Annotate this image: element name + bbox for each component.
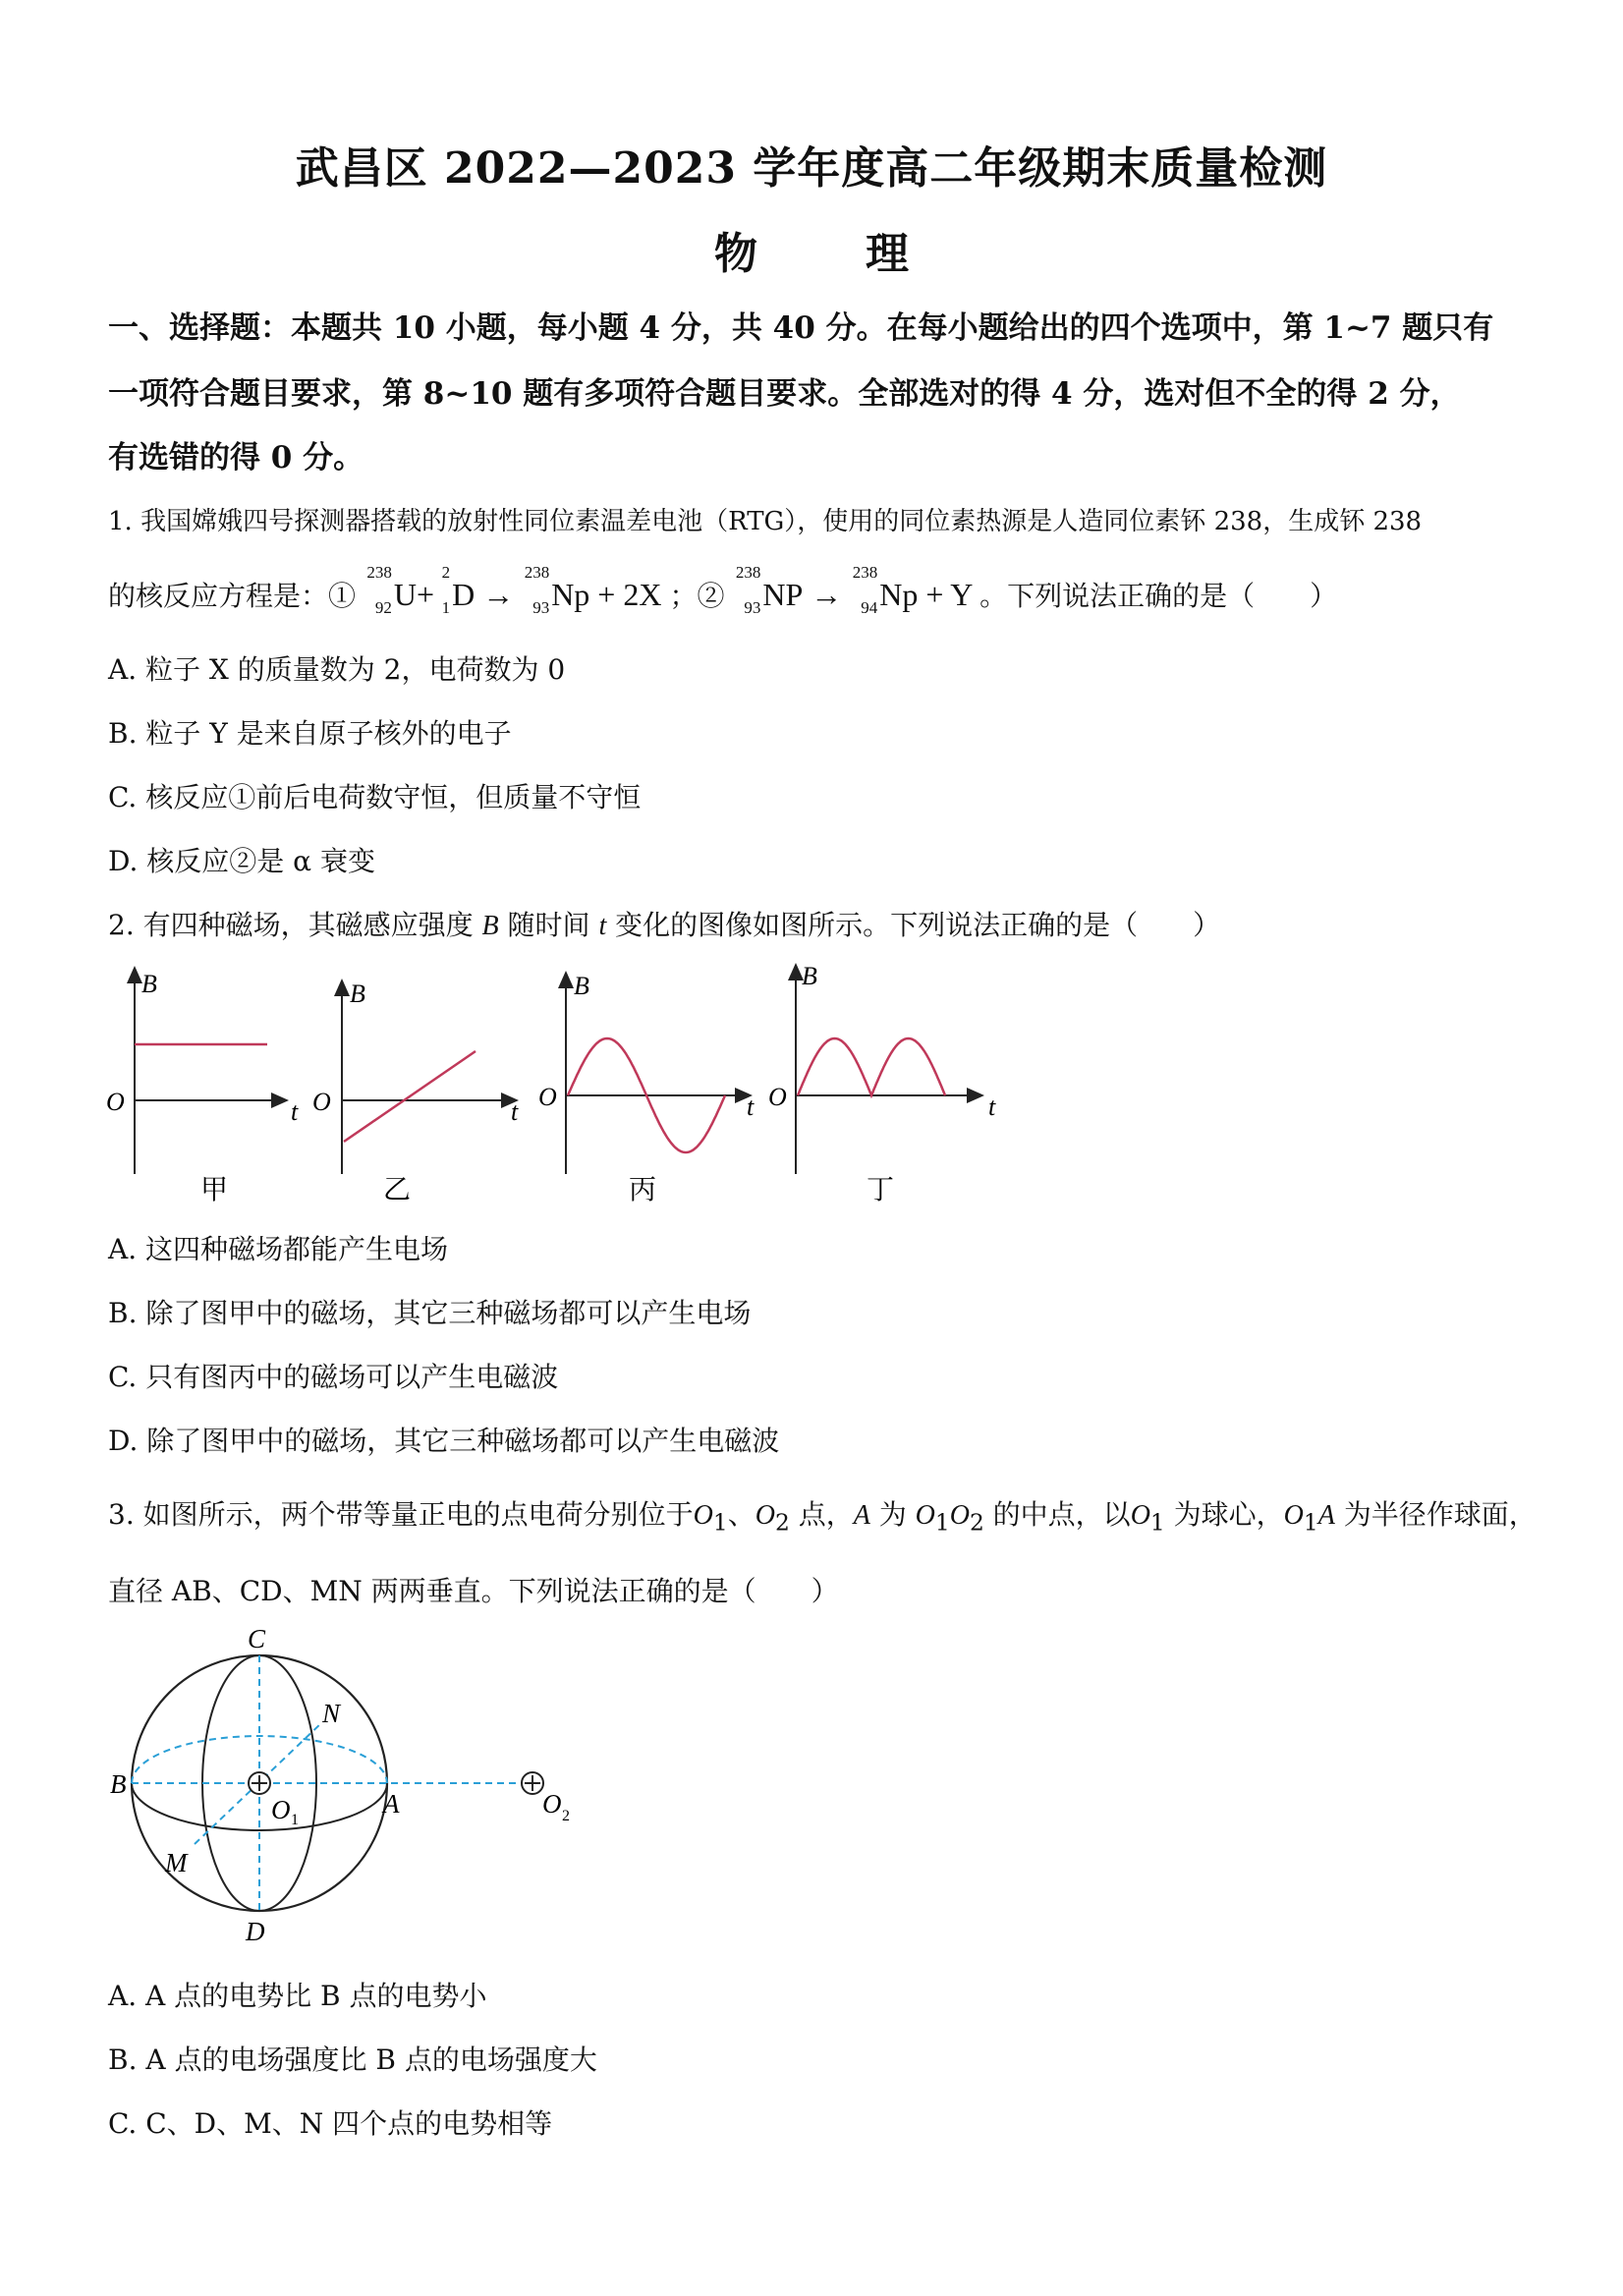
svg-text:B: B xyxy=(141,970,157,998)
q3-stem-line-2: 直径 AB、CD、MN 两两垂直。下列说法正确的是（ ） xyxy=(108,1575,839,1607)
graph-ding xyxy=(768,962,996,1205)
svg-text:O: O xyxy=(768,1083,787,1111)
svg-text:t: t xyxy=(511,1097,519,1126)
q1-option-b[interactable]: B. 粒子 Y 是来自原子核外的电子 xyxy=(108,717,512,750)
curve-linear xyxy=(344,1051,476,1142)
q2-option-d[interactable]: D. 除了图甲中的磁场，其它三种磁场都可以产生电磁波 xyxy=(108,1425,780,1457)
graph-yi xyxy=(312,980,519,1205)
q1-stem-line-1: 1. 我国嫦娥四号探测器搭载的放射性同位素温差电池（RTG），使用的同位素热源是人造同位素钚 238，生成钚 238 xyxy=(108,507,1423,536)
graph-bing xyxy=(538,972,755,1205)
svg-text:O: O xyxy=(312,1088,331,1116)
svg-text:丁: 丁 xyxy=(867,1173,895,1205)
graph-jia xyxy=(106,968,299,1205)
q1-option-d[interactable]: D. 核反应②是 α 衰变 xyxy=(108,845,375,877)
label-m: M xyxy=(165,1848,188,1877)
label-o1-sub: 1 xyxy=(291,1812,299,1828)
section-instruction-line-2: 一项符合题目要求，第 8~10 题有多项符合题目要求。全部选对的得 4 分，选对但不全的得 2 分， xyxy=(108,376,1461,412)
label-o2: O xyxy=(542,1789,562,1819)
svg-text:O: O xyxy=(538,1083,557,1111)
curve-abs-sine xyxy=(798,1038,945,1095)
section-instruction-line-1: 一、选择题：本题共 10 小题，每小题 4 分，共 40 分。在每小题给出的四个选项中，第 1~7 题只有 xyxy=(108,310,1494,346)
svg-text:t: t xyxy=(988,1092,996,1121)
svg-text:丙: 丙 xyxy=(629,1173,657,1205)
exam-title: 武昌区 2022—2023 学年度高二年级期末质量检测 xyxy=(295,143,1328,194)
svg-text:乙: 乙 xyxy=(383,1173,412,1205)
subject-char-2: 理 xyxy=(866,229,909,279)
q1-option-c[interactable]: C. 核反应①前后电荷数守恒，但质量不守恒 xyxy=(108,781,642,813)
svg-text:B: B xyxy=(574,972,589,1000)
svg-text:B: B xyxy=(350,980,365,1008)
reaction-1: 238 92 U+ 2 1 D → 238 93 Np + 2X xyxy=(366,563,662,617)
svg-text:甲: 甲 xyxy=(200,1173,229,1205)
label-d: D xyxy=(246,1917,265,1946)
q1-stem-line-2 xyxy=(108,563,1338,617)
subject-char-1: 物 xyxy=(714,229,757,279)
q1-stem-prefix: 的核反应方程是：① xyxy=(108,580,357,612)
label-c: C xyxy=(248,1626,266,1653)
q2-option-a[interactable]: A. 这四种磁场都能产生电场 xyxy=(108,1233,449,1265)
q3-option-c[interactable]: C. C、D、M、N 四个点的电势相等 xyxy=(108,2107,553,2140)
q1-separator: ；② xyxy=(669,580,725,612)
reaction-2: 238 93 NP → 238 94 Np + Y xyxy=(735,563,973,617)
b-t-graphs xyxy=(98,953,1041,1213)
q2-stem: 2. 有四种磁场，其磁感应强度 B 随时间 t 变化的图像如图所示。下列说法正确的是（ ） xyxy=(108,909,1221,941)
section-instruction-line-3: 有选错的得 0 分。 xyxy=(108,440,364,476)
q1-option-a[interactable]: A. 粒子 X 的质量数为 2，电荷数为 0 xyxy=(108,653,566,686)
label-b: B xyxy=(110,1769,127,1799)
q3-option-a[interactable]: A. A 点的电势比 B 点的电势小 xyxy=(108,1980,487,2012)
q2-option-b[interactable]: B. 除了图甲中的磁场，其它三种磁场都可以产生电场 xyxy=(108,1297,752,1329)
label-o2-sub: 2 xyxy=(562,1808,570,1824)
subject-title xyxy=(0,218,1623,281)
label-n: N xyxy=(322,1699,341,1728)
svg-text:B: B xyxy=(802,962,817,990)
sphere-diagram xyxy=(98,1626,589,1950)
q1-stem-suffix: 。下列说法正确的是（ ） xyxy=(979,580,1338,612)
svg-text:t: t xyxy=(291,1097,299,1126)
label-o1: O xyxy=(271,1795,291,1824)
label-a: A xyxy=(383,1789,400,1819)
svg-text:t: t xyxy=(747,1092,755,1121)
q3-option-b[interactable]: B. A 点的电场强度比 B 点的电场强度大 xyxy=(108,2044,597,2076)
q2-option-c[interactable]: C. 只有图丙中的磁场可以产生电磁波 xyxy=(108,1361,559,1393)
q3-stem-line-1: 3. 如图所示，两个带等量正电的点电荷分别位于$O_1$、$O_2$ 点，A 为 $O_1O_2$ 的中点，以$O_1$ 为球心，$O_1A$ 为半径作球面， xyxy=(108,1498,1537,1537)
svg-text:O: O xyxy=(106,1088,125,1116)
